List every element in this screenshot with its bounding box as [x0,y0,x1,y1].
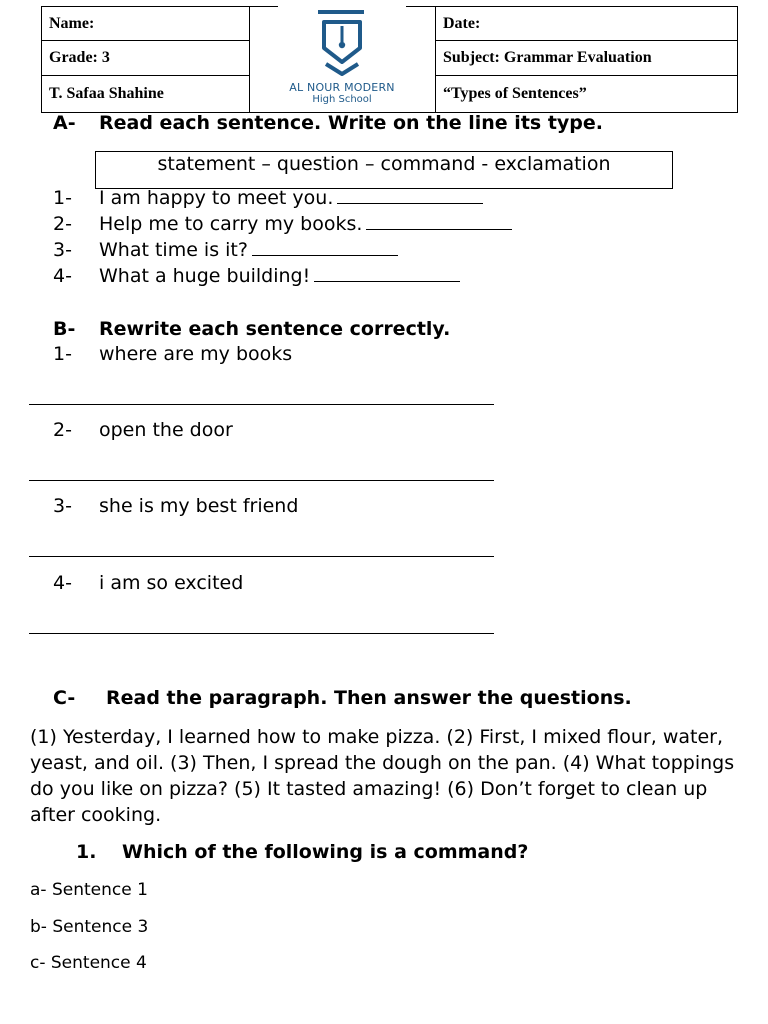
section-a-heading [53,112,603,134]
list-item: 1- I am happy to meet you. [53,187,483,209]
grade-field [41,40,250,76]
section-b-instruction: Rewrite each sentence correctly. [99,318,451,340]
question-number: 1. [76,841,97,863]
answer-option[interactable]: a- Sentence 1 [30,880,148,900]
sentence-text: where are my books [99,343,293,365]
grade-label: Grade: 3 [49,49,110,66]
answer-line[interactable] [29,633,494,634]
sentence-text: open the door [99,419,233,441]
sentence-text: Help me to carry my books. [99,213,363,235]
question-heading [76,841,528,863]
school-subtitle: High School [312,94,372,105]
section-b-heading [53,318,450,340]
section-b-letter: B- [53,318,76,340]
answer-line[interactable] [29,480,494,481]
section-c-letter: C- [53,687,76,709]
date-label: Date: [443,14,481,32]
school-logo [278,0,406,112]
answer-blank[interactable] [366,213,512,230]
answer-line[interactable] [29,556,494,557]
answer-blank[interactable] [314,265,460,282]
list-item: 1- where are my books [53,343,293,365]
topic-field [435,75,738,113]
name-field [41,6,250,41]
sentence-text: I am happy to meet you. [99,187,334,209]
topic-label: “Types of Sentences” [443,85,587,102]
answer-blank[interactable] [337,187,483,204]
teacher-field [41,75,250,113]
sentence-text: i am so excited [99,572,244,594]
reading-paragraph: (1) Yesterday, I learned how to make pizza. (2) First, I mixed flour, water, yeast, and oil. (3) Then, I spread the dough on the pan. (4) What toppings do you like on pizza? (5) It tasted amazing! (6) Don’t forget to clean up after cooking. [30,726,735,826]
list-item: 3- What time is it? [53,239,398,261]
list-item: 2- open the door [53,419,233,441]
name-label: Name: [49,14,95,32]
section-c-instruction: Read the paragraph. Then answer the questions. [106,687,632,709]
question-text: Which of the following is a command? [122,841,529,863]
date-field [435,6,738,41]
sentence-text: What time is it? [99,239,248,261]
pen-nib-icon [278,0,406,80]
subject-label: Subject: Grammar Evaluation [443,49,652,66]
list-item: 3- she is my best friend [53,495,299,517]
list-item: 2- Help me to carry my books. [53,213,512,235]
word-bank-box [95,151,673,189]
school-name: AL NOUR MODERN [289,81,395,94]
list-item: 4- i am so excited [53,572,244,594]
answer-option[interactable]: b- Sentence 3 [30,917,149,937]
sentence-text: she is my best friend [99,495,299,517]
section-c-heading [53,687,632,709]
answer-option[interactable]: c- Sentence 4 [30,953,147,973]
word-bank-text: statement – question – command - exclamation [157,153,611,175]
subject-field [435,40,738,76]
answer-line[interactable] [29,404,494,405]
list-item: 4- What a huge building! [53,265,460,287]
teacher-name: T. Safaa Shahine [49,85,164,102]
answer-blank[interactable] [252,239,398,256]
sentence-text: What a huge building! [99,265,311,287]
section-a-instruction: Read each sentence. Write on the line its type. [99,112,604,134]
section-a-letter: A- [53,112,76,134]
